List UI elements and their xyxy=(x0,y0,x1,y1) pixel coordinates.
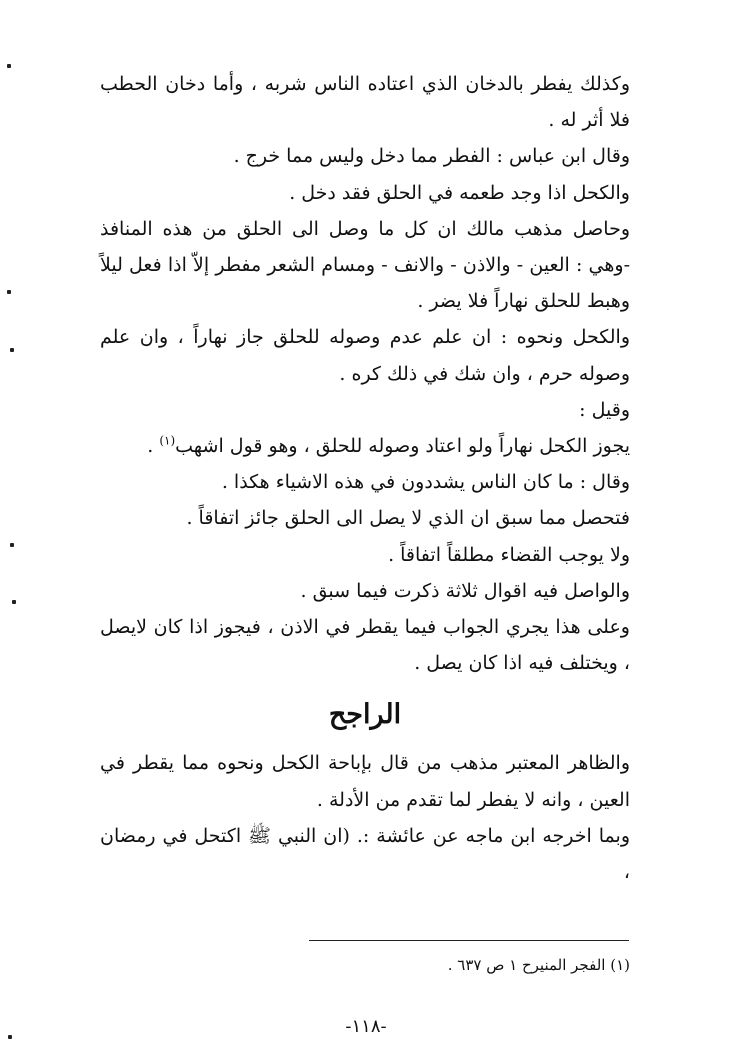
paragraph: وحاصل مذهب مالك ان كل ما وصل الى الحلق من هذه المنافذ -وهي : العين - والاذن - والانف - ومسام الشعر مفطر إلاّ اذا فعل ليلاً وهبط للحلق نهاراً فلا يضر . xyxy=(100,217,630,313)
paragraph: والواصل فيه اقوال ثلاثة ذكرت فيما سبق . xyxy=(300,579,630,602)
paragraph: والكحل ونحوه : ان علم عدم وصوله للحلق جاز نهاراً ، وان علم وصوله حرم ، وان شك في ذلك كره . xyxy=(100,326,630,385)
paragraph: وقيل : xyxy=(579,398,630,421)
paragraph: والظاهر المعتبر مذهب من قال بإباحة الكحل ونحوه مما يقطر في العين ، وانه لا يفطر لما تقدم من الأدلة . xyxy=(100,752,630,811)
paragraph: وقال : ما كان الناس يشددون في هذه الاشياء هكذا . xyxy=(221,471,630,494)
paragraph-end: . xyxy=(147,435,160,458)
paragraph: والكحل اذا وجد طعمه في الحلق فقد دخل . xyxy=(289,181,630,204)
footnote-divider xyxy=(309,940,629,941)
margin-mark xyxy=(10,348,14,352)
paragraph: وعلى هذا يجري الجواب فيما يقطر في الاذن ، فيجوز اذا كان لايصل ، ويختلف فيه اذا كان يصل . xyxy=(100,616,630,675)
paragraph: ولا يوجب القضاء مطلقاً اتفاقاً . xyxy=(388,543,630,566)
footnote-marker: (١) xyxy=(159,433,176,448)
body-text xyxy=(100,66,630,890)
paragraph: فتحصل مما سبق ان الذي لا يصل الى الحلق جائز اتفاقاً . xyxy=(186,507,630,530)
paragraph-with-footnote xyxy=(100,428,630,464)
margin-mark xyxy=(7,64,11,68)
margin-mark xyxy=(10,543,14,547)
footnote: (١) الفجر المنيرح ١ ص ٦٣٧ . xyxy=(447,956,630,974)
section-heading: الراجح xyxy=(328,699,402,731)
paragraph: وكذلك يفطر بالدخان الذي اعتاده الناس شربه ، وأما دخان الحطب فلا أثر له . xyxy=(100,73,630,132)
page-number: -١١٨- xyxy=(345,1016,387,1037)
paragraph: وقال ابن عباس : الفطر مما دخل وليس مما خرج . xyxy=(233,145,630,168)
margin-mark xyxy=(12,600,16,604)
paragraph: وبما اخرجه ابن ماجه عن عائشة :. (ان النبي ﷺ اكتحل في رمضان ، xyxy=(100,824,630,884)
paragraph-text: يجوز الكحل نهاراً ولو اعتاد وصوله للحلق ، وهو قول اشهب xyxy=(175,435,630,458)
margin-mark xyxy=(7,290,11,294)
